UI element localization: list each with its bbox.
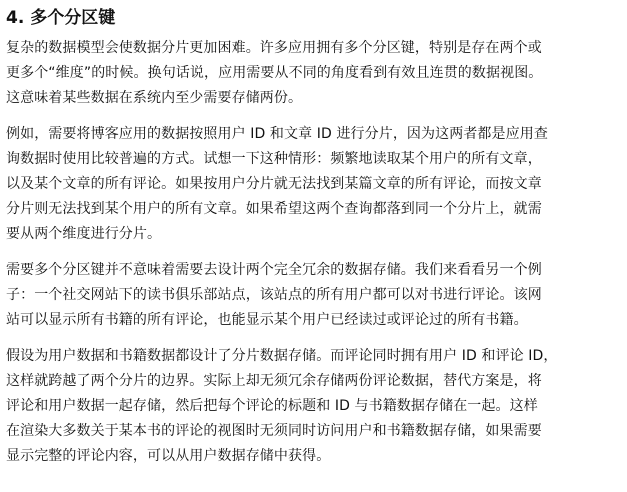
paragraph-line: 子：一个社交网站下的读书俱乐部站点，该站点的所有用户都可以对书进行评论。该网	[6, 287, 542, 303]
section-title: 多个分区键	[30, 8, 116, 28]
section-heading	[6, 6, 621, 30]
paragraph-4	[6, 344, 621, 469]
paragraph-line: 这样就跨越了两个分片的边界。实际上却无须冗余存储两份评论数据，替代方案是，将	[6, 373, 542, 389]
paragraph-line: 假设为用户数据和书籍数据都设计了分片数据存储。而评论同时拥有用户 ID 和评论 ID，	[6, 348, 558, 364]
paragraph-line: 分片则无法找到某个用户的所有文章。如果希望这两个查询都落到同一个分片上，就需	[6, 201, 542, 217]
paragraph-line: 站可以显示所有书籍的所有评论，也能显示某个用户已经读过或评论过的所有书籍。	[6, 312, 528, 328]
paragraph-line: 更多个“维度”的时候。换句话说，应用需要从不同的角度看到有效且连贯的数据视图。	[6, 65, 543, 81]
paragraph-line: 要从两个维度进行分片。	[6, 226, 162, 242]
paragraph-line: 以及某个文章的所有评论。如果按用户分片就无法找到某篇文章的所有评论，而按文章	[6, 176, 542, 192]
paragraph-1	[6, 36, 621, 111]
paragraph-line: 评论和用户数据一起存储，然后把每个评论的标题和 ID 与书籍数据存储在一起。这样	[6, 398, 538, 414]
paragraph-line: 复杂的数据模型会使数据分片更加困难。许多应用拥有多个分区键，特别是存在两个或	[6, 40, 542, 56]
paragraph-line: 这意味着某些数据在系统内至少需要存储两份。	[6, 90, 303, 106]
paragraph-3	[6, 258, 621, 333]
paragraph-line: 询数据时使用比较普遍的方式。试想一下这种情形：频繁地读取某个用户的所有文章，	[6, 151, 542, 167]
paragraph-2	[6, 122, 621, 247]
paragraph-gap	[6, 111, 621, 122]
section-number: 4.	[6, 8, 25, 28]
paragraph-line: 显示完整的评论内容，可以从用户数据存储中获得。	[6, 448, 331, 464]
paragraph-gap	[6, 247, 621, 258]
paragraph-line: 在渲染大多数关于某本书的评论的视图时无须同时访问用户和书籍数据存储，如果需要	[6, 423, 542, 439]
paragraph-line: 例如，需要将博客应用的数据按照用户 ID 和文章 ID 进行分片，因为这两者都是应用查	[6, 126, 548, 142]
paragraph-gap	[6, 333, 621, 344]
paragraph-line: 需要多个分区键并不意味着需要去设计两个完全冗余的数据存储。我们来看看另一个例	[6, 262, 542, 278]
